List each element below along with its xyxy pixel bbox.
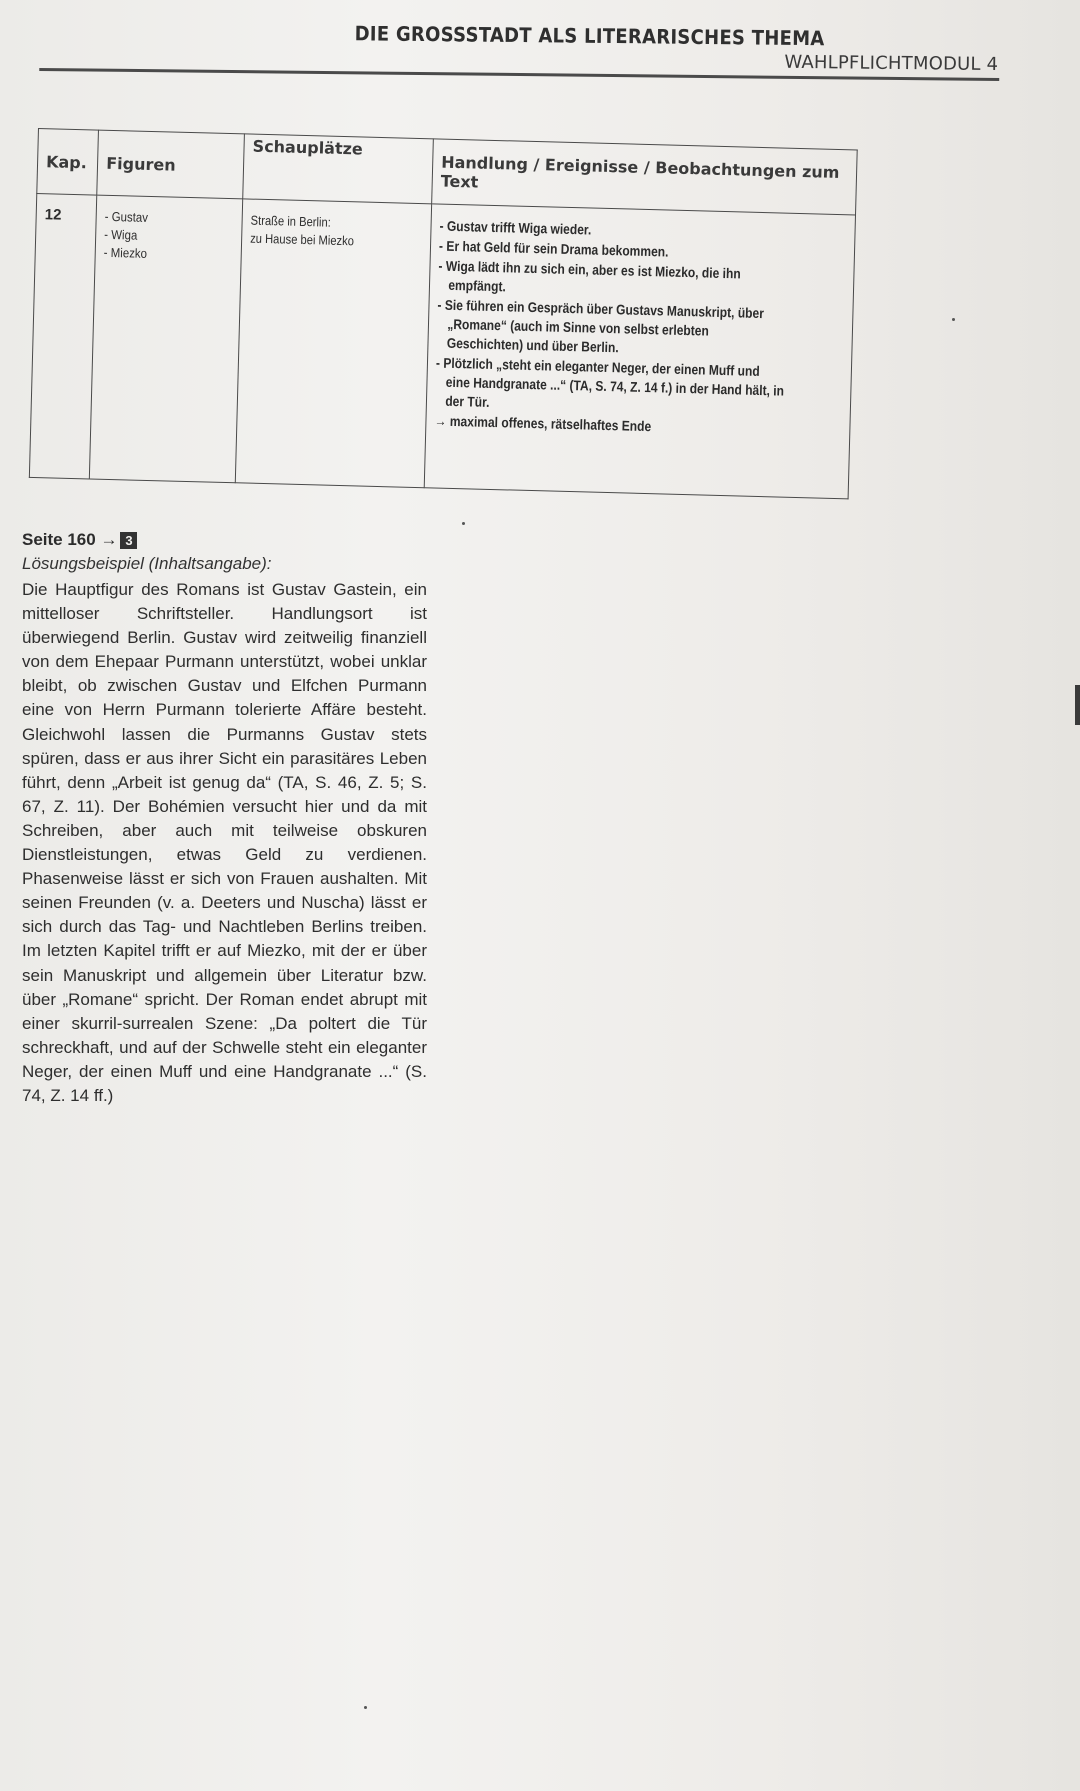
event-conclusion: → maximal offenes, rätselhaftes Ende [434, 411, 774, 439]
location-line: zu Hause bei Miezko [250, 230, 355, 249]
solution-body: Die Hauptfigur des Romans ist Gustav Gastein, ein mittelloser Schriftsteller. Handlungsort ist überwiegend Berlin. Gustav wird zeitweilig finanziell von dem Ehepaar Purmann unterstützt, wobei unklar bleibt, ob zwischen Gustav und Elfchen Purmann eine von Herrn Purmann tolerierte Affäre besteht. Gleichwohl lassen die Purmanns Gustav stets spüren, dass er aus ihrer Sicht ein parasitäres Leben führt, denn „Arbeit ist genug da“ (TA, S. 46, Z. 5; S. 67, Z. 11). Der Bohémien versucht hier und da mit Schreiben, aber auch mit teilweise obskuren Dienstleistungen, etwas Geld zu verdienen. Phasenweise lässt er sich von Frauen aushalten. Mit seinen Freunden (v. a. Deeters und Nuscha) lässt er sich durch das Tag- und Nachtleben Berlins treiben. Im letzten Kapitel trifft er auf Miezko, mit der er über sein Manuskript und allgemein über Literatur bzw. über „Romane“ spricht. Der Roman endet abrupt mit einer skurril-surrealen Szene: „Da poltert die Tür schreckhaft, und auf der Schwelle steht ein eleganter Neger, der einen Muff und eine Handgranate ...“ (S. 74, Z. 14 ff.) [22, 580, 427, 1105]
chapter-table [29, 128, 858, 507]
cell-schauplaetze [235, 199, 431, 488]
location-line: Straße in Berlin: [250, 212, 332, 230]
col-header-schauplaetze: Schauplätze [243, 134, 434, 204]
page-header [39, 0, 1030, 120]
cell-figuren [89, 195, 242, 483]
task-number-badge: 3 [120, 532, 137, 549]
cell-handlung [424, 204, 855, 499]
event-item: - Gustav trifft Wiga wieder. [439, 217, 789, 245]
event-item: - Er hat Geld für sein Drama bekommen. [439, 237, 789, 265]
print-speck [364, 1706, 367, 1709]
event-item: - Sie führen ein Gespräch über Gustavs Manuskript, über „Romane“ (auch im Sinne von selbst erlebten Geschichten) und über Berlin. [436, 296, 787, 362]
print-speck [952, 318, 955, 321]
figure-item: - Wiga [104, 226, 218, 247]
event-item: - Plötzlich „steht ein eleganter Neger, der einen Muff und eine Handgranate ...“ (TA, S. 74, Z. 14 f.) in der Hand hält, in der Tür. [435, 354, 786, 420]
cell-kap: 12 [29, 193, 97, 478]
page-edge-mark [1075, 685, 1080, 725]
figure-item: - Gustav [105, 208, 219, 229]
print-speck [462, 522, 465, 525]
page-reference [22, 528, 422, 552]
page-reference-label: Seite 160 → [22, 530, 118, 549]
solution-section [22, 528, 427, 1108]
col-header-kap: Kap. [37, 129, 99, 196]
module-label: WAHLPFLICHTMODUL 4 [784, 51, 999, 76]
chapter-title: DIE GROSSSTADT ALS LITERARISCHES THEMA [354, 21, 825, 51]
col-header-figuren: Figuren [97, 130, 245, 199]
figure-item: - Miezko [104, 244, 218, 265]
event-item: - Wiga lädt ihn zu sich ein, aber es ist Miezko, die ihn empfängt. [438, 257, 789, 304]
col-header-handlung: Handlung / Ereignisse / Beobachtungen zum Text [432, 139, 858, 215]
table-row [29, 193, 855, 498]
solution-subtitle: Lösungsbeispiel (Inhaltsangabe): [22, 554, 272, 573]
